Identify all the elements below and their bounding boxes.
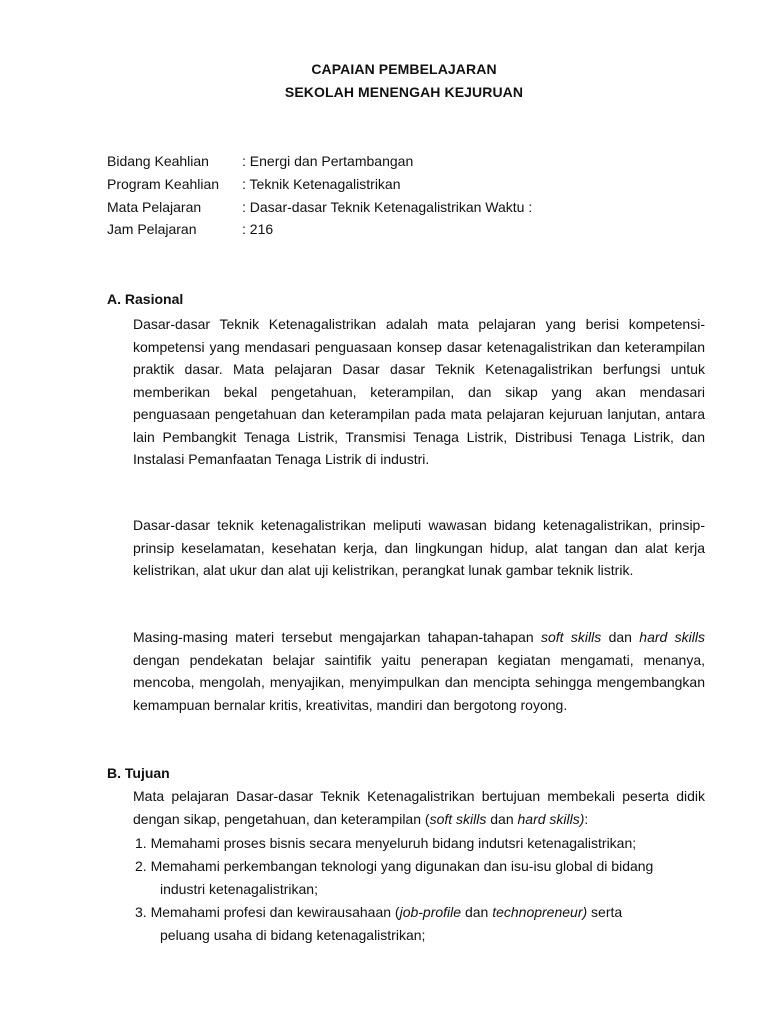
list-item <box>135 855 705 900</box>
meta-value: : Teknik Ketenagalistrikan <box>242 176 401 192</box>
meta-label: Jam Pelajaran <box>107 221 197 237</box>
page-title: CAPAIAN PEMBELAJARAN <box>311 61 497 77</box>
text-run: dan <box>461 904 493 920</box>
italic-term: hard skills <box>639 629 705 645</box>
meta-value: : Dasar-dasar Teknik Ketenagalistrikan Waktu : <box>242 199 533 215</box>
list-item-text: 1. Memahami proses bisnis secara menyeluruh bidang indutsri ketenagalistrikan; <box>135 835 637 851</box>
list-item-continuation: peluang usaha di bidang ketenagalistrikan; <box>160 926 426 943</box>
rasional-paragraph-1: Dasar-dasar Teknik Ketenagalistrikan adalah mata pelajaran yang berisi kompetensi-kompetensi yang mendasari penguasaan konsep dasar ketenagalistrikan dan keterampilan praktik dasar. Mata pelajaran Dasar dasar Teknik Ketenagalistrikan berfungsi untuk memberikan bekal pengetahuan, keterampilan, dan sikap yang akan mendasari penguasaan pengetahuan dan keterampilan pada mata pelajaran kejuruan lanjutan, antara lain Pembangkit Tenaga Listrik, Transmisi Tenaga Listrik, Distribusi Tenaga Listrik, dan Instalasi Pemanfaatan Tenaga Listrik di industri. <box>133 316 705 467</box>
text-run: : <box>584 810 589 827</box>
italic-term: hard skills) <box>517 810 585 827</box>
meta-value: : 216 <box>242 221 274 237</box>
list-item <box>135 901 705 946</box>
italic-term: soft skills <box>429 810 487 827</box>
list-item-continuation: industri ketenagalistrikan; <box>160 880 318 897</box>
text-run: dengan pendekatan belajar saintifik yaitu penerapan kegiatan mengamati, menanya, mencoba, mengolah, menyajikan, menyimpulkan dan mencipta sehingga mengembangkan kemampuan bernalar kritis, kreativitas, mandiri dan bergotong royong. <box>133 651 705 713</box>
list-item <box>135 832 705 855</box>
italic-term: soft skills <box>540 629 602 645</box>
list-item-text: 2. Memahami perkembangan teknologi yang digunakan dan isu-isu global di bidang <box>135 858 654 874</box>
section-b-heading: B. Tujuan <box>107 765 170 781</box>
italic-term: technopreneur) <box>492 904 588 920</box>
meta-value: : Energi dan Pertambangan <box>242 153 414 169</box>
rasional-paragraph-2: Dasar-dasar teknik ketenagalistrikan meliputi wawasan bidang ketenagalistrikan, prinsip-prinsip keselamatan, kesehatan kerja, dan lingkungan hidup, alat tangan dan alat kerja kelistrikan, alat ukur dan alat uji kelistrikan, perangkat lunak gambar teknik listrik. <box>133 517 705 578</box>
section-a-heading: A. Rasional <box>107 291 184 307</box>
meta-label: Mata Pelajaran <box>107 199 202 215</box>
meta-label: Bidang Keahlian <box>107 153 209 169</box>
text-run: serta <box>587 904 623 920</box>
rasional-paragraph-3 <box>133 626 705 716</box>
text-run: 3. Memahami profesi dan kewirausahaan ( <box>135 904 400 920</box>
italic-term: job-profile <box>399 904 462 920</box>
meta-label: Program Keahlian <box>107 176 220 192</box>
tujuan-intro <box>133 785 705 830</box>
text-run: Mata pelajaran Dasar-dasar Teknik Ketenagalistrikan bertujuan membekali peserta didik dengan sikap, pengetahuan, dan keterampilan ( <box>133 788 705 827</box>
page-subtitle: SEKOLAH MENENGAH KEJURUAN <box>284 84 524 100</box>
text-run: dan <box>601 629 640 645</box>
text-run: dan <box>486 810 518 827</box>
text-run: Masing-masing materi tersebut mengajarkan tahapan-tahapan <box>133 629 541 645</box>
